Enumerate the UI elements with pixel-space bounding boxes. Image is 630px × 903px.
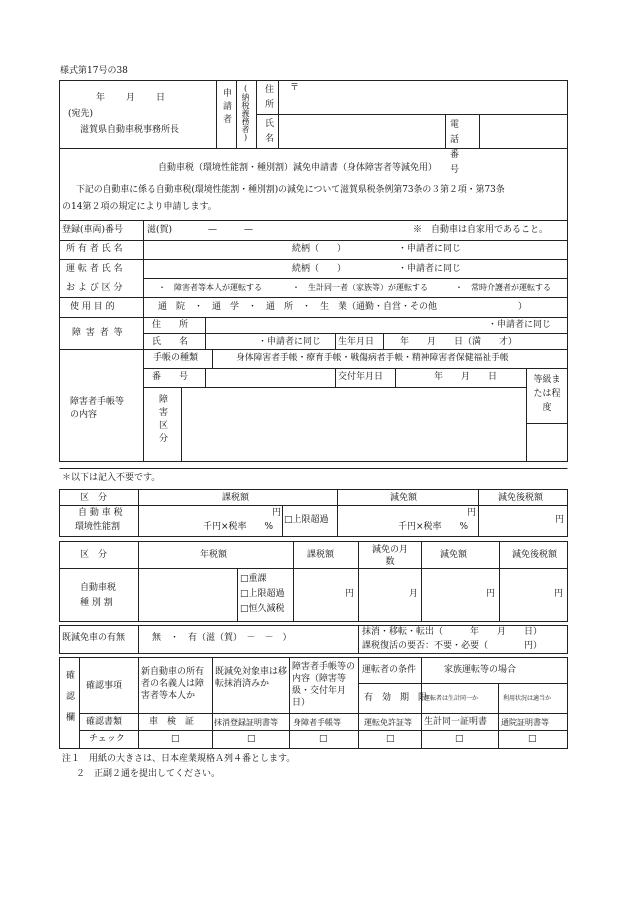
kind-month-unit: 月 [409,589,419,599]
check-box-3[interactable]: □ [319,734,328,744]
kind-row-label-2: 種 別 割 [80,598,113,608]
private-use-note: ※ 自動車は自家用であること。 [413,225,549,235]
env-header-reduction: 減免額 [390,493,418,503]
disabled-name-label: 氏 名 [152,337,189,347]
handbook-type-options[interactable]: 身体障害者手帳・療育手帳・戦傷病者手帳・精神障害者保健福祉手帳 [236,353,509,363]
check-box-4[interactable]: □ [386,734,395,744]
purpose-label: 使 用 目 的 [70,302,115,312]
env-header-after: 減免後税額 [498,493,544,503]
driver-category-label: お よ び 区 分 [66,283,123,293]
existing-reduction-label: 既減免車の有無 [62,633,126,643]
disabled-address-label: 住 所 [152,320,189,330]
check-box-6[interactable]: □ [528,734,537,744]
handbook-section-label: 障害者手帳等の内容 [70,397,125,420]
env-reduction-formula[interactable]: 千円×税率 % [398,522,469,532]
cancellation-date[interactable]: 抹消・移転・転出（ 年 月 日） [362,627,543,637]
kind-check-upper[interactable]: □上限超過 [240,589,285,599]
kind-reduction-yen: 円 [486,589,496,599]
kind-header-months: 減免の月 数 [371,545,418,567]
handbook-number-label: 番 号 [152,372,189,382]
kind-check-permanent[interactable]: □恒久減税 [240,604,285,614]
driver-option-self[interactable]: ・ 障害者等本人が運転する [158,283,262,292]
driver-same-as-applicant[interactable]: ・申請者に同じ [398,264,462,274]
grade-label: 等級または程度 [533,375,561,413]
issue-date-value[interactable]: 年 月 日 [434,372,498,382]
existing-reduction-value[interactable]: 無 ・ 有（滋（賀） － － ） [152,633,292,643]
registration-value[interactable]: 滋(賀) — — [147,225,254,235]
owner-relation[interactable]: 続柄（ ） [292,244,347,254]
disabled-address-same[interactable]: ・申請者に同じ [488,320,552,330]
check-box-2[interactable]: □ [247,734,256,744]
phone-label: 電話番号 [450,120,466,175]
driver-relation[interactable]: 続柄（ ） [292,264,347,274]
kind-taxable-yen: 円 [345,589,355,599]
note-copies: ２ 正副２通を提出してください。 [76,769,221,779]
addressee: (宛先) [68,109,94,119]
confirm-item-handbook: 障害者手帳等の内容（障害等級・交付年月日） [292,662,356,708]
applicant-label: 申請者 [221,88,231,127]
env-after-yen: 円 [555,515,565,525]
name-label: 氏名 [263,118,273,148]
env-reduction-yen: 円 [467,508,477,518]
doc-cancellation-cert: 抹消登録証明書等 [214,718,278,727]
check-row-label: チェック [89,734,125,744]
doc-vehicle-inspection: 車 検 証 [149,717,195,727]
tax-revival[interactable]: 課税復活の要否：不要・必要（ 円） [362,641,543,651]
env-upper-limit[interactable]: □上限超過 [284,515,329,525]
driver-option-family[interactable]: ・ 生計同一者（家族等）が運転する [292,283,428,292]
birth-date-value[interactable]: 年 月 日（満 才） [400,337,518,347]
kind-header-reduction: 減免額 [440,550,468,560]
intro-line-2: の14第２項の規定により申請します。 [62,202,217,212]
env-row-label-1: 自 動 車 税 [78,508,123,518]
doc-household-cert: 生計同一証明書 [424,717,488,727]
doc-handbook: 身障者手帳等 [293,718,341,727]
confirmation-column-label: 確認欄 [64,670,74,733]
form-title: 自動車税（環境性能割・種別割）減免申請書（身体障害者等減免用） [158,163,438,173]
doc-hospital-cert: 通院証明書等 [501,718,549,727]
kind-header-after: 減免後税額 [512,550,558,560]
confirm-items-label: 確認事項 [86,681,123,691]
confirm-subitem-same-household: 運転者は生計同一か [424,695,479,702]
taxpayer-label: (納税義務者) [241,84,250,142]
env-taxable-formula[interactable]: 千円×税率 % [203,522,274,532]
kind-row-label-1: 自動車税 [80,583,117,593]
check-box-1[interactable]: □ [171,734,180,744]
confirm-item-driver-condition: 運転者の条件 [362,665,417,675]
disability-category-label: 障害区分 [157,394,167,446]
kind-header-annual: 年税額 [200,550,228,560]
not-required-note: ＊以下は記入不要です。 [62,473,161,483]
confirm-item-owner: 新自動車の所有者の名義人は障害者等本人か [141,667,205,701]
confirm-docs-label: 確認書類 [86,717,123,727]
handbook-type-label: 手帳の種類 [153,353,199,363]
kind-check-heavy[interactable]: □重課 [240,574,267,584]
owner-label: 所 有 者 氏 名 [66,244,123,254]
check-box-5[interactable]: □ [455,734,464,744]
registration-label: 登録(車両)番号 [62,225,124,235]
confirm-subitem-validity: 有 効 期 限 [364,693,428,703]
kind-after-yen: 円 [554,589,564,599]
issue-date-label: 交付年月日 [338,372,384,382]
note-paper-size: 注１ 用紙の大きさは、日本産業規格Ａ列４番とします。 [62,754,296,764]
disabled-name-same[interactable]: ・申請者に同じ [258,337,322,347]
env-row-label-2: 環境性能割 [75,522,121,532]
purpose-options[interactable]: 通 院 ・ 通 学 ・ 通 所 ・ 生 業（通勤・自営・その他 ） [158,302,528,312]
confirm-item-family-driving: 家族運転等の場合 [444,665,517,675]
postal-mark: 〒 [290,83,300,93]
owner-same-as-applicant[interactable]: ・申請者に同じ [398,244,462,254]
kind-header-category: 区 分 [80,550,108,560]
birth-date-label: 生年月日 [338,337,375,347]
disabled-person-label: 障 害 者 等 [72,328,124,338]
doc-license: 運転免許証等 [364,718,412,727]
driver-option-caregiver[interactable]: ・ 常時介護者が運転する [455,283,551,292]
confirm-item-cancelled: 既減免対象車は移転抹消済みか [215,667,288,689]
kind-header-taxable: 課税額 [307,550,335,560]
form-id: 様式第17号の38 [60,66,128,76]
env-header-category: 区 分 [80,493,108,503]
application-date: 年 月 日 [96,93,167,103]
address-label: 住所 [263,84,273,114]
office-name: 滋賀県自動車税事務所長 [80,125,180,135]
env-taxable-yen: 円 [272,508,282,518]
confirm-subitem-usage: 利用状況は適当か [503,695,552,702]
intro-line-1: 下記の自動車に係る自動車税(環境性能割・種別割)の減免について滋賀県税条例第73条の３第２項・第73条 [76,185,505,195]
env-header-taxable: 課税額 [222,493,250,503]
driver-label: 運 転 者 氏 名 [66,264,123,274]
